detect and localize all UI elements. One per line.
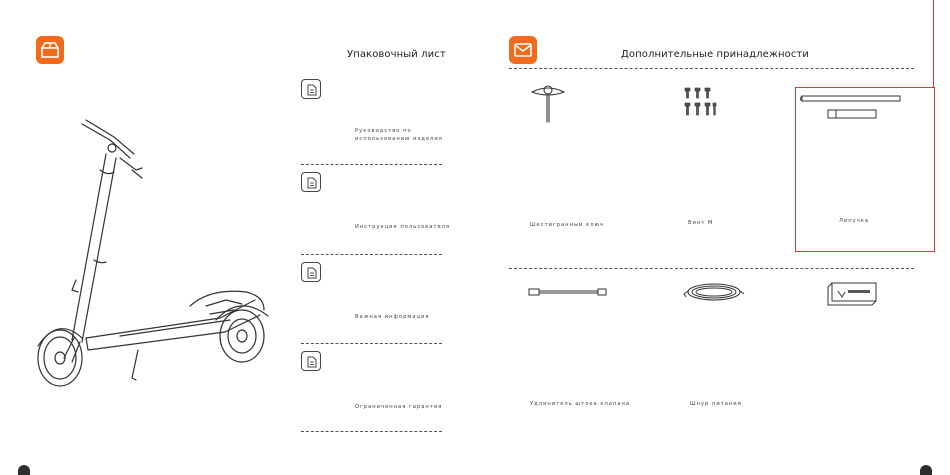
accessory-label: Липучка — [839, 218, 870, 224]
divider — [301, 343, 442, 344]
divider — [509, 268, 914, 269]
product-card-icon — [826, 279, 882, 309]
document-icon — [301, 79, 321, 99]
envelope-icon — [509, 36, 537, 64]
list-item-label: Руководство по использованию изделия — [355, 128, 443, 142]
divider — [301, 431, 442, 432]
document-icon — [301, 351, 321, 371]
list-item-label: Инструкция пользователя — [355, 224, 451, 230]
packing-list-title: Упаковочный лист — [347, 49, 446, 60]
page-corner-right — [920, 465, 932, 475]
accessory-label: Шнур питания — [690, 401, 742, 407]
highlight-connector — [933, 0, 934, 88]
valve-extension-icon — [528, 286, 608, 298]
divider — [509, 68, 914, 69]
divider — [301, 254, 442, 255]
accessory-label: Шестигранный ключ — [530, 222, 604, 228]
page-corner-left — [18, 465, 30, 475]
scooter-illustration — [20, 110, 290, 400]
package-box-icon — [36, 36, 64, 64]
accessories-title: Дополнительные принадлежности — [621, 49, 809, 60]
hex-key-icon — [528, 82, 568, 126]
document-icon — [301, 172, 321, 192]
list-item-label: Ограниченная гарантия — [355, 404, 443, 410]
document-icon — [301, 262, 321, 282]
power-cord-icon — [682, 279, 746, 305]
accessory-label: Удлинитель штока клапана — [530, 401, 631, 407]
divider — [301, 164, 442, 165]
screws-icon — [683, 85, 717, 121]
velcro-strap-icon — [800, 92, 904, 122]
accessory-label: Винт M — [688, 220, 714, 226]
list-item-label: Важная информация — [355, 314, 430, 320]
